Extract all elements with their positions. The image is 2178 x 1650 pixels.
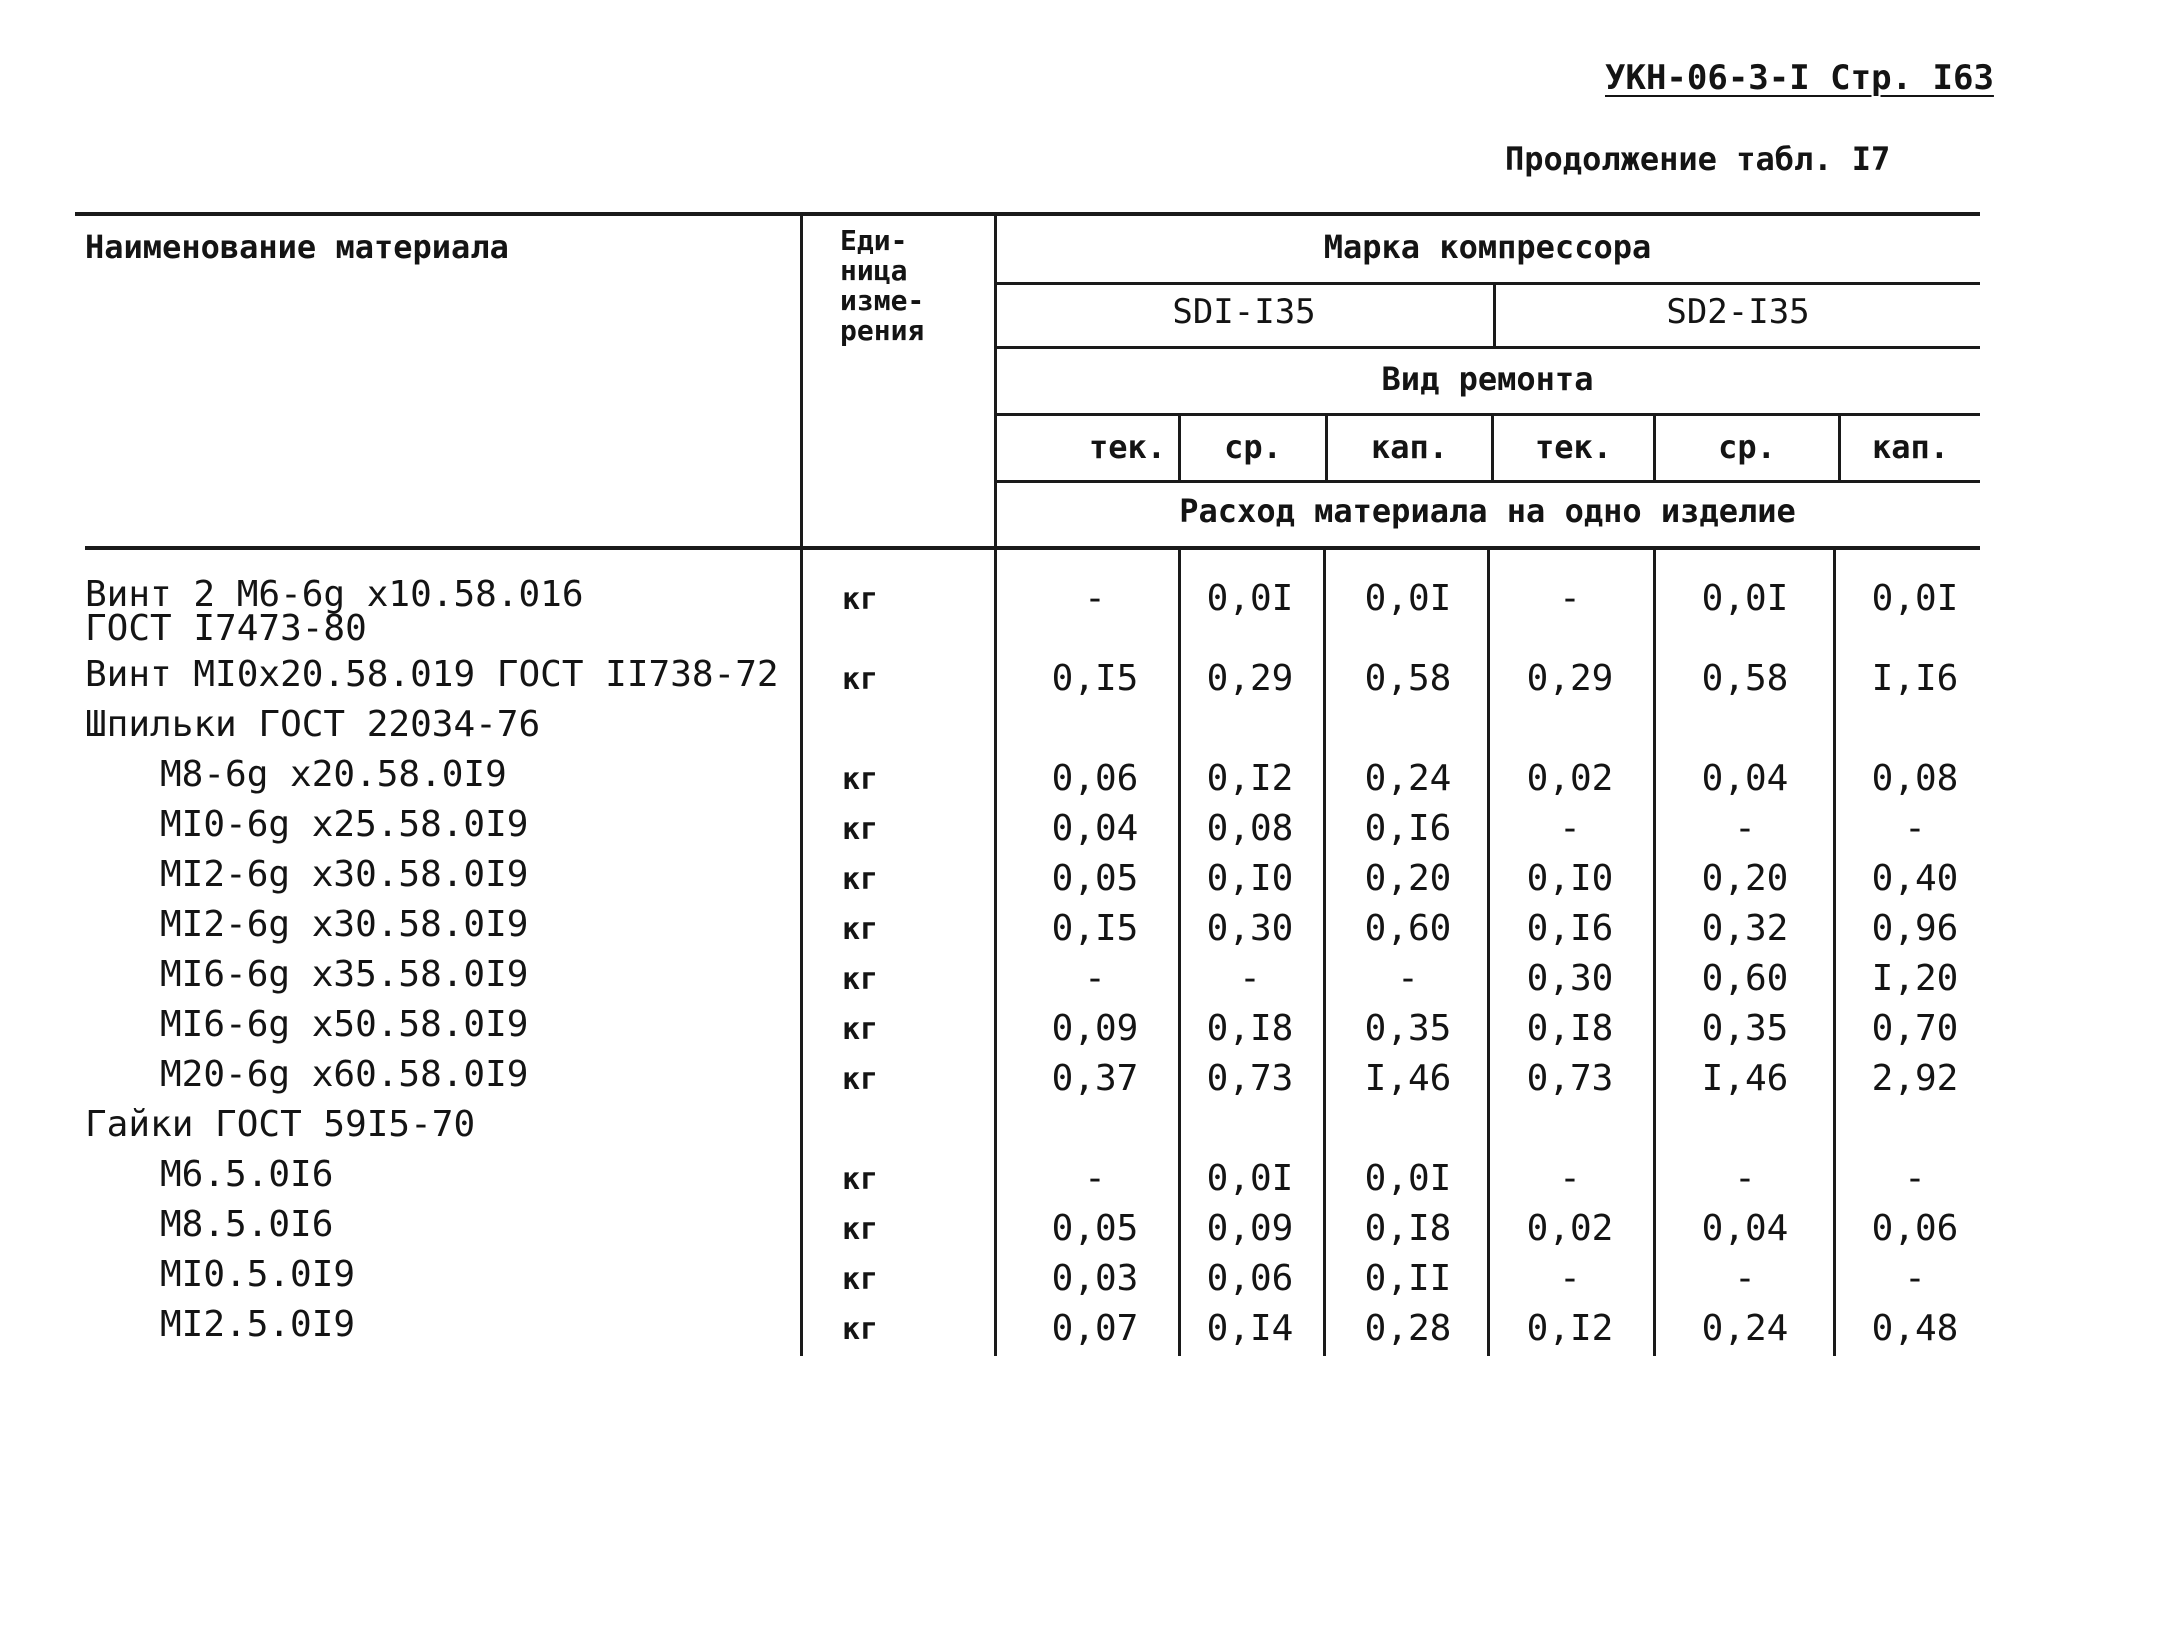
value-cell: 0,06 bbox=[1206, 1258, 1294, 1299]
value-cell: 0,0I bbox=[1871, 578, 1959, 619]
material-name-line: Винт 2 М6-6g х10.58.016 bbox=[85, 574, 584, 615]
value-cell: 0,58 bbox=[1364, 658, 1452, 699]
value-cell: I,46 bbox=[1701, 1058, 1789, 1099]
col-divider-b5 bbox=[1833, 550, 1836, 1356]
table-row-name bbox=[160, 1054, 529, 1095]
table-top-rule bbox=[75, 212, 1980, 216]
value-cell: 0,06 bbox=[1871, 1208, 1959, 1249]
col-divider-b3 bbox=[1487, 550, 1490, 1356]
table-row-name bbox=[160, 954, 529, 995]
unit-header bbox=[840, 226, 924, 346]
unit-cell: кг bbox=[841, 962, 879, 997]
value-cell: 0,I0 bbox=[1206, 858, 1294, 899]
value-cell: 0,06 bbox=[1051, 758, 1139, 799]
value-cell: 0,20 bbox=[1364, 858, 1452, 899]
unit-cell: кг bbox=[841, 862, 879, 897]
model-rule bbox=[995, 346, 1980, 349]
value-cell: 0,II bbox=[1364, 1258, 1452, 1299]
material-name-line: МI2-6g х30.58.0I9 bbox=[160, 904, 529, 945]
value-cell: 0,30 bbox=[1206, 908, 1294, 949]
repair-subtype: ср. bbox=[1224, 428, 1282, 466]
model-header: SD2-I35 bbox=[1666, 292, 1810, 332]
value-cell: 0,I5 bbox=[1051, 658, 1139, 699]
value-cell: 0,09 bbox=[1206, 1208, 1294, 1249]
value-cell: 0,0I bbox=[1364, 1158, 1452, 1199]
repair-subtype: ср. bbox=[1718, 428, 1776, 466]
unit-header-line: ница bbox=[840, 254, 908, 287]
value-cell: - bbox=[1084, 1158, 1106, 1199]
table-row-name bbox=[85, 654, 779, 695]
table-row-name bbox=[160, 804, 529, 845]
unit-cell: кг bbox=[841, 582, 879, 617]
table-row-name bbox=[85, 1104, 476, 1145]
material-name-line: М20-6g х60.58.0I9 bbox=[160, 1054, 529, 1095]
material-name-line: Винт МI0х20.58.019 ГОСТ II738-72 bbox=[85, 654, 779, 695]
header-bottom-rule bbox=[85, 546, 1980, 550]
value-cell: 0,I0 bbox=[1526, 858, 1614, 899]
value-cell: 0,I2 bbox=[1526, 1308, 1614, 1349]
unit-cell: кг bbox=[841, 1212, 879, 1247]
unit-cell: кг bbox=[841, 1262, 879, 1297]
unit-header-line: Еди- bbox=[840, 224, 908, 257]
value-cell: 0,04 bbox=[1701, 758, 1789, 799]
unit-cell: кг bbox=[841, 812, 879, 847]
material-name-line: МI2.5.0I9 bbox=[160, 1304, 356, 1345]
value-cell: 0,I8 bbox=[1526, 1008, 1614, 1049]
value-cell: 0,I8 bbox=[1206, 1008, 1294, 1049]
value-cell: - bbox=[1904, 808, 1926, 849]
material-name-line: М8.5.0I6 bbox=[160, 1204, 334, 1245]
value-cell: - bbox=[1084, 578, 1106, 619]
value-cell: 0,35 bbox=[1364, 1008, 1452, 1049]
unit-cell: кг bbox=[841, 1062, 879, 1097]
col-divider-b4 bbox=[1653, 550, 1656, 1356]
repair-subtype: кап. bbox=[1871, 428, 1950, 466]
value-cell: 0,30 bbox=[1526, 958, 1614, 999]
repair-type-header: Вид ремонта bbox=[1381, 360, 1594, 398]
col-divider-b2 bbox=[1323, 550, 1326, 1356]
table-continuation-label: Продолжение табл. I7 bbox=[1505, 140, 1891, 178]
value-cell: 0,05 bbox=[1051, 858, 1139, 899]
value-cell: 0,96 bbox=[1871, 908, 1959, 949]
material-name-line: МI6-6g х50.58.0I9 bbox=[160, 1004, 529, 1045]
unit-cell: кг bbox=[841, 1012, 879, 1047]
value-cell: 0,I6 bbox=[1526, 908, 1614, 949]
material-name-line: МI0.5.0I9 bbox=[160, 1254, 356, 1295]
compressor-brand-header: Марка компрессора bbox=[1323, 228, 1652, 266]
value-cell: - bbox=[1904, 1258, 1926, 1299]
table-row-name bbox=[85, 574, 584, 649]
material-name-line: М8-6g х20.58.0I9 bbox=[160, 754, 507, 795]
material-name-line: ГОСТ I7473-80 bbox=[85, 608, 367, 649]
table-row-name bbox=[160, 1304, 356, 1345]
unit-cell: кг bbox=[841, 1312, 879, 1347]
consumption-header: Расход материала на одно изделие bbox=[1179, 492, 1796, 530]
value-cell: - bbox=[1084, 958, 1106, 999]
value-cell: 0,35 bbox=[1701, 1008, 1789, 1049]
value-cell: 0,60 bbox=[1364, 908, 1452, 949]
value-cell: 0,I5 bbox=[1051, 908, 1139, 949]
value-cell: 0,08 bbox=[1206, 808, 1294, 849]
value-cell: I,20 bbox=[1871, 958, 1959, 999]
table-row-name bbox=[160, 904, 529, 945]
value-cell: 0,20 bbox=[1701, 858, 1789, 899]
table-row-name bbox=[160, 854, 529, 895]
table-row-name bbox=[85, 704, 541, 745]
model-header: SDI-I35 bbox=[1172, 292, 1316, 332]
material-name-header: Наименование материала bbox=[85, 228, 509, 266]
repair-subtype: тек. bbox=[1088, 428, 1167, 466]
table-row-name bbox=[160, 1154, 334, 1195]
value-cell: 0,29 bbox=[1526, 658, 1614, 699]
value-cell: - bbox=[1559, 1158, 1581, 1199]
value-cell: 0,40 bbox=[1871, 858, 1959, 899]
value-cell: 0,0I bbox=[1206, 1158, 1294, 1199]
value-cell: 0,02 bbox=[1526, 758, 1614, 799]
table-row-name bbox=[160, 1254, 356, 1295]
value-cell: 0,48 bbox=[1871, 1308, 1959, 1349]
value-cell: - bbox=[1397, 958, 1419, 999]
value-cell: 0,I6 bbox=[1364, 808, 1452, 849]
value-cell: - bbox=[1734, 1258, 1756, 1299]
value-cell: - bbox=[1239, 958, 1261, 999]
value-cell: 0,32 bbox=[1701, 908, 1789, 949]
value-cell: 0,60 bbox=[1701, 958, 1789, 999]
value-cell: I,46 bbox=[1364, 1058, 1452, 1099]
table-row-name bbox=[160, 1004, 529, 1045]
unit-cell: кг bbox=[841, 662, 879, 697]
value-cell: 0,02 bbox=[1526, 1208, 1614, 1249]
value-cell: - bbox=[1559, 1258, 1581, 1299]
value-cell: 0,09 bbox=[1051, 1008, 1139, 1049]
value-cell: - bbox=[1904, 1158, 1926, 1199]
value-cell: 0,I4 bbox=[1206, 1308, 1294, 1349]
value-cell: - bbox=[1559, 808, 1581, 849]
value-cell: 0,0I bbox=[1206, 578, 1294, 619]
value-cell: 0,70 bbox=[1871, 1008, 1959, 1049]
value-cell: 0,73 bbox=[1526, 1058, 1614, 1099]
unit-header-line: рения bbox=[840, 314, 925, 347]
value-cell: 0,08 bbox=[1871, 758, 1959, 799]
material-name-line: М6.5.0I6 bbox=[160, 1154, 334, 1195]
value-cell: 0,58 bbox=[1701, 658, 1789, 699]
value-cell: 0,04 bbox=[1051, 808, 1139, 849]
value-cell: 0,0I bbox=[1701, 578, 1789, 619]
value-cell: 0,24 bbox=[1364, 758, 1452, 799]
unit-cell: кг bbox=[841, 912, 879, 947]
value-cell: 0,73 bbox=[1206, 1058, 1294, 1099]
value-cell: 2,92 bbox=[1871, 1058, 1959, 1099]
material-name-line: МI0-6g х25.58.0I9 bbox=[160, 804, 529, 845]
repair-subtype: кап. bbox=[1370, 428, 1449, 466]
page-code: УКН-06-3-I Стр. I63 bbox=[1605, 58, 1994, 98]
value-cell: - bbox=[1559, 578, 1581, 619]
value-cell: 0,37 bbox=[1051, 1058, 1139, 1099]
material-name-line: Шпильки ГОСТ 22034-76 bbox=[85, 704, 541, 745]
value-cell: 0,05 bbox=[1051, 1208, 1139, 1249]
material-name-line: Гайки ГОСТ 59I5-70 bbox=[85, 1104, 476, 1145]
table-row-name bbox=[160, 754, 507, 795]
value-cell: 0,0I bbox=[1364, 578, 1452, 619]
material-name-line: МI6-6g х35.58.0I9 bbox=[160, 954, 529, 995]
value-cell: 0,28 bbox=[1364, 1308, 1452, 1349]
value-cell: - bbox=[1734, 808, 1756, 849]
material-name-line: МI2-6g х30.58.0I9 bbox=[160, 854, 529, 895]
value-cell: - bbox=[1734, 1158, 1756, 1199]
value-cell: 0,04 bbox=[1701, 1208, 1789, 1249]
repair-type-rule bbox=[995, 413, 1980, 416]
unit-cell: кг bbox=[841, 1162, 879, 1197]
value-cell: 0,29 bbox=[1206, 658, 1294, 699]
value-cell: 0,07 bbox=[1051, 1308, 1139, 1349]
brand-rule bbox=[995, 282, 1980, 285]
value-cell: 0,I2 bbox=[1206, 758, 1294, 799]
value-cell: 0,I8 bbox=[1364, 1208, 1452, 1249]
value-cell: 0,24 bbox=[1701, 1308, 1789, 1349]
value-cell: I,I6 bbox=[1871, 658, 1959, 699]
unit-cell: кг bbox=[841, 762, 879, 797]
value-cell: 0,03 bbox=[1051, 1258, 1139, 1299]
table-row-name bbox=[160, 1204, 334, 1245]
subtype-rule bbox=[995, 480, 1980, 483]
repair-subtype: тек. bbox=[1534, 428, 1613, 466]
unit-header-line: изме- bbox=[840, 284, 925, 317]
